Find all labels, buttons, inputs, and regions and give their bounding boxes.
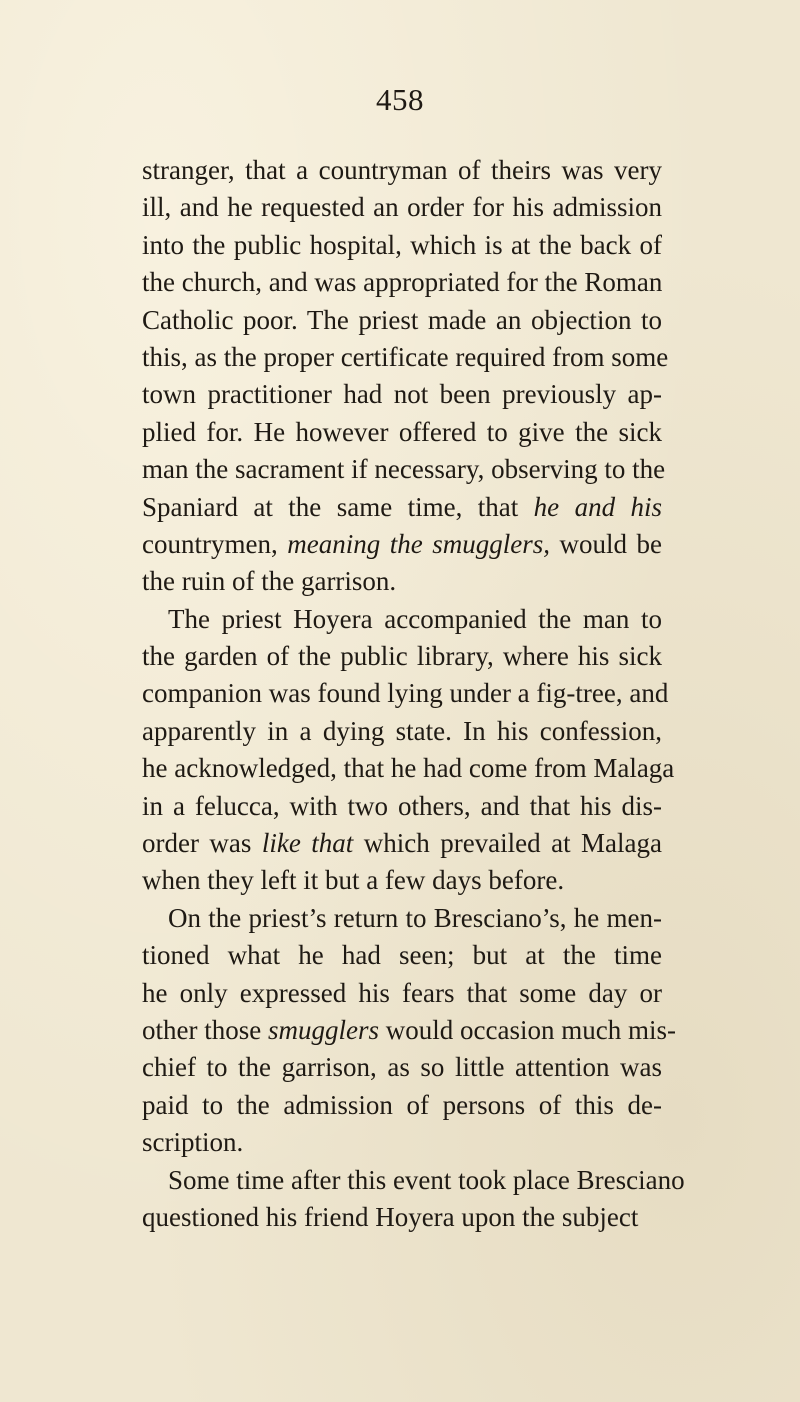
text-line: scription.: [142, 1127, 244, 1158]
italic-text: meaning the smugglers,: [287, 528, 550, 559]
italic-text: he and his: [533, 491, 663, 522]
page-number: 458: [376, 82, 424, 117]
text-line: apparently in a dying state. In his confession,: [142, 715, 662, 746]
italic-text: smugglers: [267, 1014, 379, 1045]
text-line: the garden of the public library, where his sick: [142, 641, 662, 672]
text-line: stranger, that a countryman of theirs was very: [142, 155, 662, 185]
text-line: plied for. He however offered to give the sick: [142, 416, 662, 447]
text-line: the church, and was appropriated for the Roman: [142, 267, 663, 298]
text-line: Some time after this event took place Bresciano: [168, 1164, 685, 1195]
text-line: [142, 825, 662, 862]
text-line: tioned what he had seen; but at the time: [142, 940, 662, 971]
text-line: paid to the admission of persons of this de-: [142, 1089, 662, 1120]
text-line: [142, 1012, 676, 1049]
text-segment: which prevailed at Malaga: [363, 828, 662, 859]
text-line: when they left it but a few days before.: [142, 865, 565, 896]
text-line: in a felucca, with two others, and that his dis-: [142, 790, 662, 821]
text-line: The priest Hoyera accompanied the man to: [168, 603, 662, 634]
text-line: [142, 489, 662, 526]
text-line: town practitioner had not been previously ap-: [142, 379, 662, 410]
text-segment: would occasion much mis-: [385, 1014, 676, 1045]
text-line: this, as the proper certificate required from some: [142, 341, 669, 372]
italic-text: like that: [261, 828, 354, 859]
text-line: chief to the garrison, as so little attention was: [142, 1052, 662, 1083]
text-line: man the sacrament if necessary, observing to the: [142, 454, 666, 485]
text-segment: Spaniard at the same time, that: [142, 491, 519, 522]
text-line: ill, and he requested an order for his admission: [142, 192, 662, 223]
text-line: he only expressed his fears that some day or: [142, 977, 662, 1008]
body-text: [142, 152, 685, 1236]
text-line: Catholic poor. The priest made an objection to: [142, 304, 662, 335]
text-line: companion was found lying under a fig-tree, and: [142, 678, 669, 709]
text-segment: would be: [559, 528, 663, 559]
text-line: the ruin of the garrison.: [142, 566, 397, 597]
text-line: On the priest’s return to Bresciano’s, he men-: [168, 902, 662, 933]
text-line: into the public hospital, which is at the back of: [142, 229, 662, 260]
text-line: [142, 526, 662, 563]
text-segment: other those: [142, 1014, 262, 1045]
text-segment: order was: [142, 828, 252, 859]
text-segment: countrymen,: [142, 528, 278, 559]
text-line: he acknowledged, that he had come from Malaga: [142, 753, 675, 784]
text-line: questioned his friend Hoyera upon the subject: [142, 1201, 639, 1232]
